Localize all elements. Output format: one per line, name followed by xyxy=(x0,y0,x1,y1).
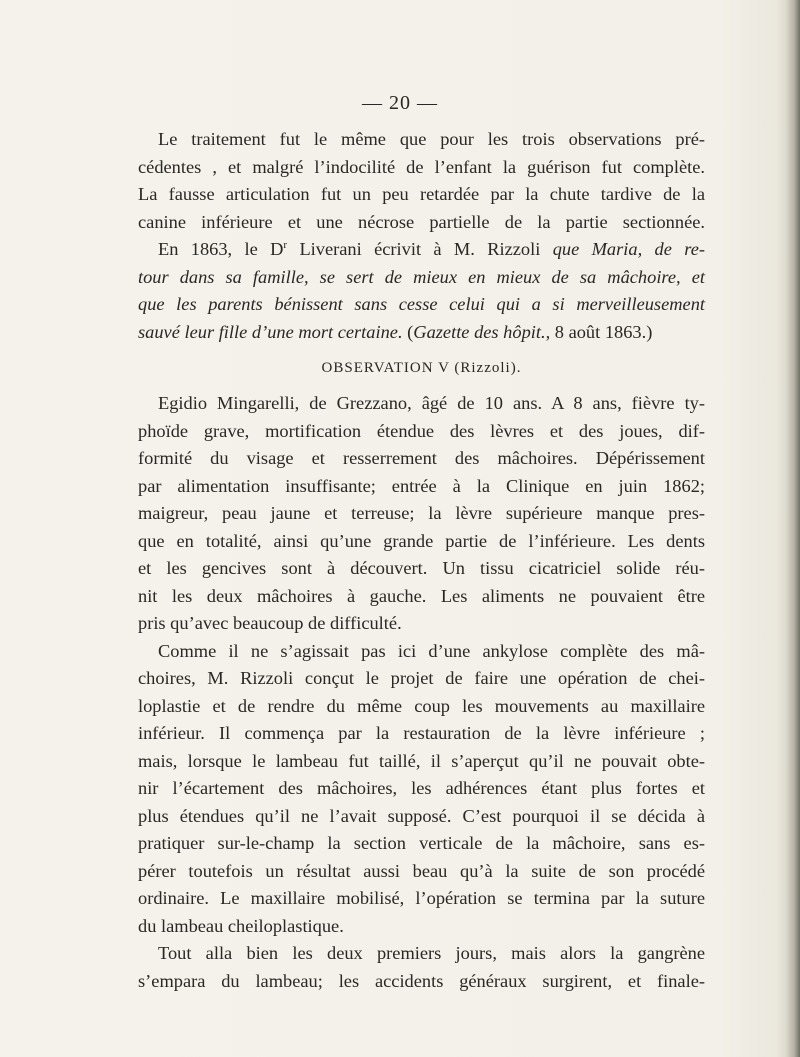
italic-run: sauvé leur fille d’une mort certaine. xyxy=(138,321,403,342)
page-edge-shadow xyxy=(786,0,800,1057)
paragraph-3 xyxy=(138,390,705,638)
text-run: En 1863, le D xyxy=(158,239,284,259)
italic-run: que Maria, de re- xyxy=(552,239,706,259)
text-line: pris qu’avec beaucoup de difficulté. xyxy=(138,613,402,633)
text-line: nit les deux mâchoires à gauche. Les aliments ne pouvaient être xyxy=(138,585,705,606)
text-run: Liverani écrivit à M. Rizzoli xyxy=(287,239,553,259)
text-line: pérer toutefois un résultat aussi beau qu’à la suite de son procédé xyxy=(138,860,705,881)
text-line: plus étendues qu’il ne l’avait supposé. C’est pourquoi il se décida à xyxy=(138,805,705,826)
text-line: phoïde grave, mortification étendue des lèvres et des joues, dif- xyxy=(138,420,705,441)
text-line: ordinaire. Le maxillaire mobilisé, l’opération se termina par la suture xyxy=(138,888,705,908)
text-line: du lambeau cheiloplastique. xyxy=(138,915,344,936)
italic-run: se sert de mieux en mieux de sa mâchoire, et xyxy=(308,266,705,287)
italic-run: tour dans sa famille, xyxy=(138,266,309,287)
italic-run: que les parents bénissent sans cesse celui qui a si merveilleusement xyxy=(138,294,705,314)
citation-source: Gazette des hôpit., xyxy=(413,321,551,342)
text-line: par alimentation insuffisante; entrée à la Clinique en juin 1862; xyxy=(138,475,705,496)
text-line: pratiquer sur-le-champ la section verticale de la mâchoire, sans es- xyxy=(138,833,705,853)
page-number: — 20 — xyxy=(362,92,438,114)
text-run: ( xyxy=(402,321,414,342)
text-line xyxy=(138,319,705,347)
text-line: maigreur, peau jaune et terreuse; la lèvre supérieure manque pres- xyxy=(138,503,705,523)
section-heading: OBSERVATION V (Rizzoli). xyxy=(321,360,522,376)
text-line: inférieur. Il commença par la restauration de la lèvre inférieure ; xyxy=(138,723,705,743)
paragraph-4 xyxy=(138,638,705,941)
text-line: mais, lorsque le lambeau fut taillé, il s’aperçut qu’il ne pouvait obte- xyxy=(138,750,705,771)
text-line xyxy=(138,291,705,319)
paragraph-5 xyxy=(138,940,705,995)
paragraph-2 xyxy=(138,236,705,346)
text-line: nir l’écartement des mâchoires, les adhérences étant plus fortes et xyxy=(138,778,705,798)
text-line: cédentes , et malgré l’indocilité de l’enfant la guérison fut complète. xyxy=(138,156,705,177)
text-line xyxy=(138,264,705,292)
text-line: Comme il ne s’agissait pas ici d’une ankylose complète des mâ- xyxy=(158,640,705,661)
paragraph-1 xyxy=(138,126,705,236)
text-body xyxy=(138,126,705,995)
text-line: s’empara du lambeau; les accidents généraux surgirent, et finale- xyxy=(138,970,705,991)
text-line: formité du visage et resserrement des mâchoires. Dépérissement xyxy=(138,448,705,468)
text-run: 8 août 1863.) xyxy=(550,321,653,342)
text-line xyxy=(138,236,705,264)
text-line: que en totalité, ainsi qu’une grande partie de l’inférieure. Les dents xyxy=(138,530,705,551)
text-line: loplastie et de rendre du même coup les mouvements au maxillaire xyxy=(138,695,705,716)
text-line: La fausse articulation fut un peu retardée par la chute tardive de la xyxy=(138,184,705,204)
text-line: Tout alla bien les deux premiers jours, mais alors la gangrène xyxy=(158,943,705,963)
text-line: et les gencives sont à découvert. Un tissu cicatriciel solide réu- xyxy=(138,558,705,578)
text-line: choires, M. Rizzoli conçut le projet de faire une opération de chei- xyxy=(138,668,705,688)
superscript: r xyxy=(283,238,288,251)
text-line: Egidio Mingarelli, de Grezzano, âgé de 10 ans. A 8 ans, fièvre ty- xyxy=(158,393,705,413)
text-line: Le traitement fut le même que pour les trois observations pré- xyxy=(158,129,705,149)
text-line: canine inférieure et une nécrose partielle de la partie sectionnée. xyxy=(138,211,705,232)
